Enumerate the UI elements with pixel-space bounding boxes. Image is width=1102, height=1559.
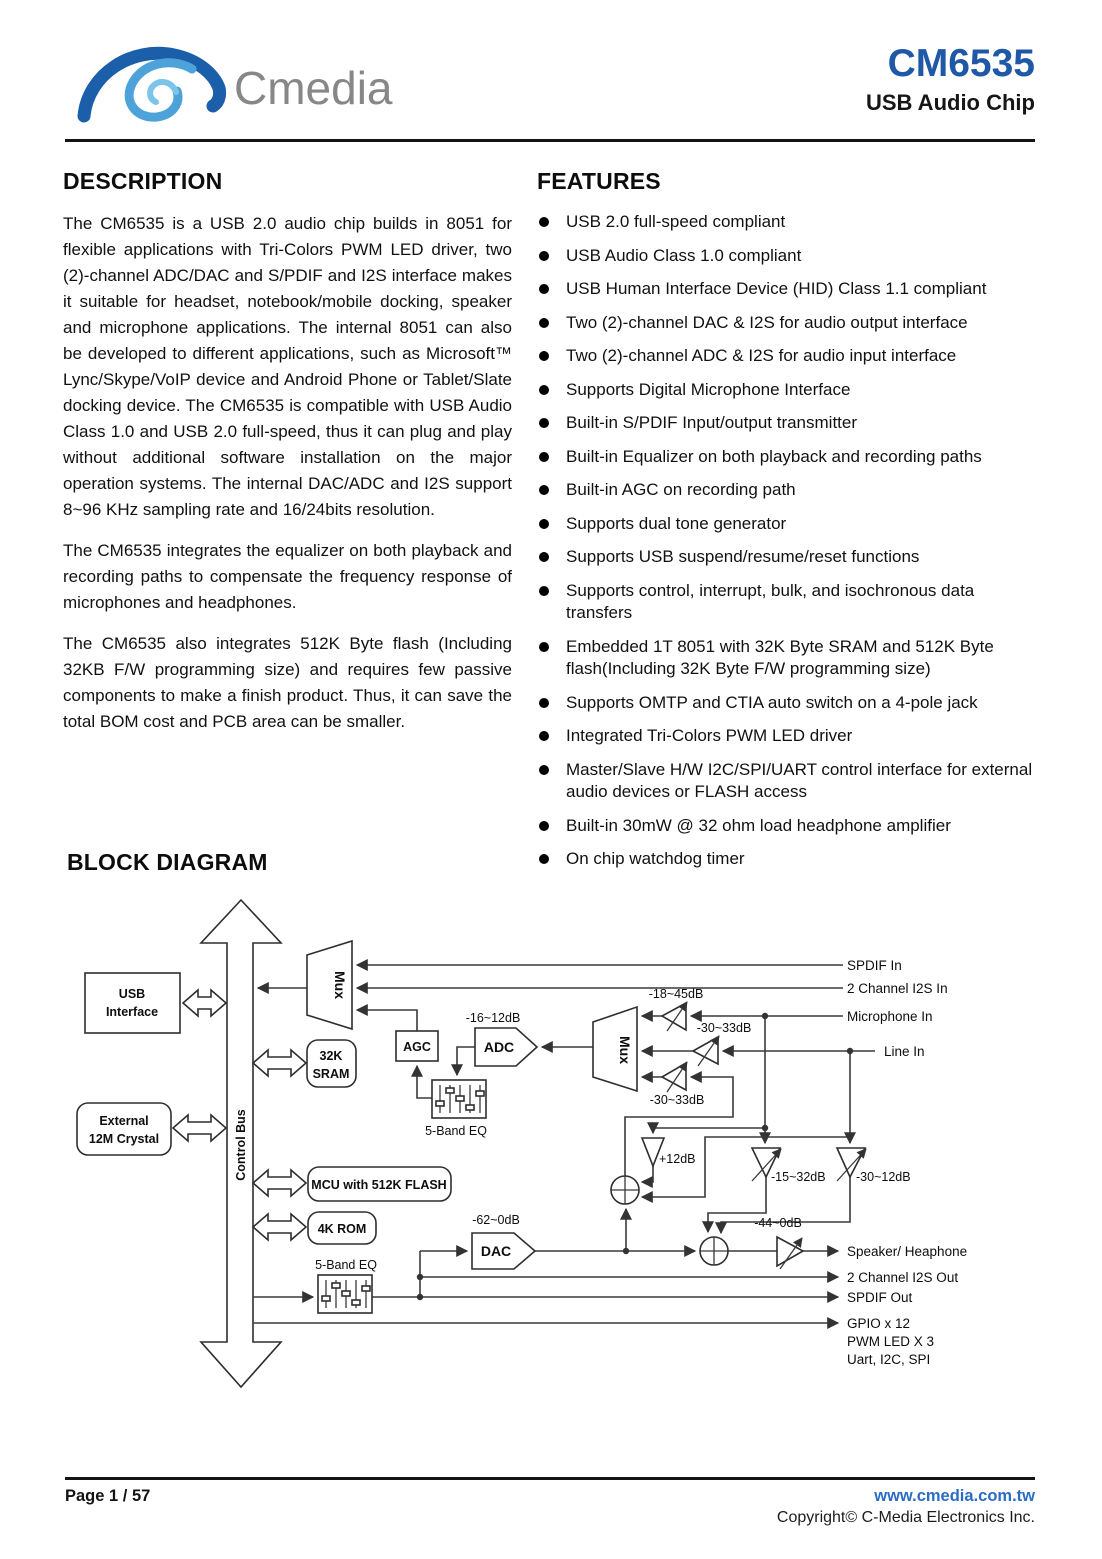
cmedia-logo-text: Cmedia — [234, 62, 393, 114]
dac-label: DAC — [480, 1243, 512, 1259]
description-paragraph: The CM6535 also integrates 512K Byte flash (Including 32KB F/W programming size) and requires few passive components to make a finish product. Thus, it can save the total BOM cost and PCB area can be smaller. — [63, 634, 512, 731]
feature-item: Master/Slave H/W I2C/SPI/UART control interface for external audio devices or FLASH access — [537, 759, 1037, 804]
mcu-label: MCU with 512K FLASH — [311, 1178, 447, 1192]
headphone-amp-gain: -44~0dB — [754, 1216, 802, 1230]
description-paragraph: The CM6535 is a USB 2.0 audio chip builds in 8051 for flexible applications with Tri-Colors PWM LED driver, two (2)-channel ADC/DAC and S/PDIF and I2S interface makes it suitable for headset, notebook/mobile docking, speaker and microphone applications. The internal 8051 can also be developed to different applications, such as Microsoft™ Lync/Skype/VoIP device and Android Phone or Tablet/Slate docking device. The CM6535 is compatible with USB Audio Class 1.0 and USB 2.0 full-speed, thus it can plug and play without additional software installation on the major operation systems. The internal DAC/ADC and I2S support 8~96 KHz sampling rate and 16/24bits resolution. — [63, 214, 512, 519]
sram-label-line1: 32K — [319, 1049, 343, 1063]
bus-link-mcu-arrow — [253, 1170, 306, 1196]
external-crystal-block — [77, 1103, 171, 1155]
feature-item: Integrated Tri-Colors PWM LED driver — [537, 725, 1037, 748]
feature-item: Two (2)-channel ADC & I2S for audio input interface — [537, 345, 1037, 368]
gpio-label: GPIO x 12 — [847, 1316, 911, 1331]
speaker-out-label: Speaker/ Heaphone — [847, 1244, 968, 1259]
loopback-amp — [650, 1062, 705, 1107]
feature-item: USB Human Interface Device (HID) Class 1.1 compliant — [537, 278, 1037, 301]
adc-gain-range: -16~12dB — [465, 1011, 521, 1025]
feature-item: Built-in S/PDIF Input/output transmitter — [537, 412, 1037, 435]
rom-block — [308, 1212, 376, 1244]
usb-interface-label-line1: USB — [118, 987, 146, 1001]
input-mux-label: Mux — [617, 1036, 633, 1064]
feature-item: Two (2)-channel DAC & I2S for audio output interface — [537, 312, 1037, 335]
bus-link-usb-arrow — [183, 990, 226, 1016]
output-mux-block — [307, 941, 352, 1029]
record-sum-node — [611, 1176, 639, 1204]
input-mux-block — [593, 1007, 637, 1091]
crystal-label-line2: 12M Crystal — [88, 1132, 160, 1146]
headphone-amp — [754, 1216, 803, 1269]
feature-item: Supports control, interrupt, bulk, and isochronous data transfers — [537, 580, 1037, 625]
document-title-block — [866, 44, 1035, 116]
signal-labels — [847, 958, 967, 1367]
record-eq-block — [425, 1080, 487, 1138]
block-diagram — [60, 880, 1020, 1392]
page-number: Page 1 / 57 — [65, 1487, 151, 1505]
microphone-in-label: Microphone In — [847, 1009, 933, 1024]
adc-label: ADC — [483, 1039, 515, 1055]
feature-item: Built-in AGC on recording path — [537, 479, 1037, 502]
feature-item: Supports OMTP and CTIA auto switch on a 4-pole jack — [537, 692, 1037, 715]
feature-item: Built-in Equalizer on both playback and recording paths — [537, 446, 1037, 469]
feature-item: Embedded 1T 8051 with 32K Byte SRAM and 512K Byte flash(Including 32K Byte F/W programming size) — [537, 636, 1037, 681]
footer-right-block — [777, 1487, 1035, 1527]
cmedia-logo — [76, 38, 406, 130]
line-sidetone-gain: -30~12dB — [856, 1170, 911, 1184]
playback-eq-label: 5-Band EQ — [315, 1258, 377, 1272]
mic-boost-amp — [642, 1138, 696, 1166]
description-section — [63, 168, 512, 750]
dac-block — [472, 1233, 535, 1269]
line-sidetone-att — [837, 1148, 911, 1184]
pwm-led-label: PWM LED X 3 — [847, 1334, 935, 1349]
features-list — [537, 211, 1037, 871]
adc-block — [475, 1028, 537, 1066]
mic-preamp — [649, 987, 704, 1031]
output-sum-node — [700, 1237, 728, 1265]
output-mux-label: Mux — [332, 971, 348, 999]
rom-label: 4K ROM — [317, 1222, 367, 1236]
dac-gain-range: -62~0dB — [472, 1213, 520, 1227]
header-divider — [65, 139, 1035, 142]
feature-item: USB Audio Class 1.0 compliant — [537, 245, 1037, 268]
bus-link-rom-arrow — [253, 1214, 306, 1240]
mic-boost-gain: +12dB — [659, 1152, 696, 1166]
description-heading: DESCRIPTION — [63, 168, 223, 194]
feature-item: Supports USB suspend/resume/reset functions — [537, 546, 1037, 569]
mic-sidetone-gain: -15~32dB — [771, 1170, 826, 1184]
description-paragraph: The CM6535 integrates the equalizer on both playback and recording paths to compensate the frequency response of microphones and headphones. — [63, 541, 512, 612]
feature-item: Supports dual tone generator — [537, 513, 1037, 536]
features-section — [537, 168, 1037, 882]
bus-link-crystal-arrow — [173, 1115, 226, 1141]
agc-block — [396, 1031, 438, 1061]
product-name: CM6535 — [887, 42, 1035, 85]
line-in-label: Line In — [884, 1044, 925, 1059]
copyright-text: Copyright© C-Media Electronics Inc. — [776, 1509, 1035, 1526]
mic-preamp-gain: -18~45dB — [648, 987, 704, 1001]
spdif-in-label: SPDIF In — [847, 958, 902, 973]
control-bus-label: Control Bus — [234, 1109, 248, 1181]
footer-divider — [65, 1477, 1035, 1480]
cmedia-logo-swirl-icon — [84, 53, 220, 117]
bus-link-sram-arrow — [253, 1050, 306, 1076]
mic-sidetone-att — [752, 1148, 826, 1184]
product-subtitle: USB Audio Chip — [865, 89, 1035, 115]
sram-block — [307, 1040, 356, 1087]
playback-eq-block — [315, 1258, 377, 1313]
feature-item: Built-in 30mW @ 32 ohm load headphone amplifier — [537, 815, 1037, 838]
control-bus — [201, 900, 281, 1387]
loopback-amp-gain: -30~33dB — [649, 1093, 705, 1107]
i2s-in-label: 2 Channel I2S In — [847, 981, 948, 996]
crystal-label-line1: External — [99, 1114, 149, 1128]
usb-interface-block — [85, 973, 180, 1033]
feature-item: USB 2.0 full-speed compliant — [537, 211, 1037, 234]
i2s-out-label: 2 Channel I2S Out — [847, 1270, 959, 1285]
record-eq-label: 5-Band EQ — [425, 1124, 487, 1138]
features-heading: FEATURES — [537, 168, 661, 194]
usb-interface-label-line2: Interface — [105, 1005, 159, 1019]
spdif-out-label: SPDIF Out — [847, 1290, 913, 1305]
feature-item: Supports Digital Microphone Interface — [537, 379, 1037, 402]
sram-label-line2: SRAM — [312, 1067, 350, 1081]
website-link[interactable]: www.cmedia.com.tw — [874, 1487, 1035, 1505]
agc-label: AGC — [403, 1040, 431, 1054]
block-diagram-heading: BLOCK DIAGRAM — [67, 849, 268, 875]
mcu-block — [308, 1167, 451, 1201]
feature-item: On chip watchdog timer — [537, 848, 1037, 871]
line-preamp-gain: -30~33dB — [696, 1021, 752, 1035]
uart-i2c-spi-label: Uart, I2C, SPI — [847, 1352, 931, 1367]
line-preamp — [693, 1021, 751, 1066]
